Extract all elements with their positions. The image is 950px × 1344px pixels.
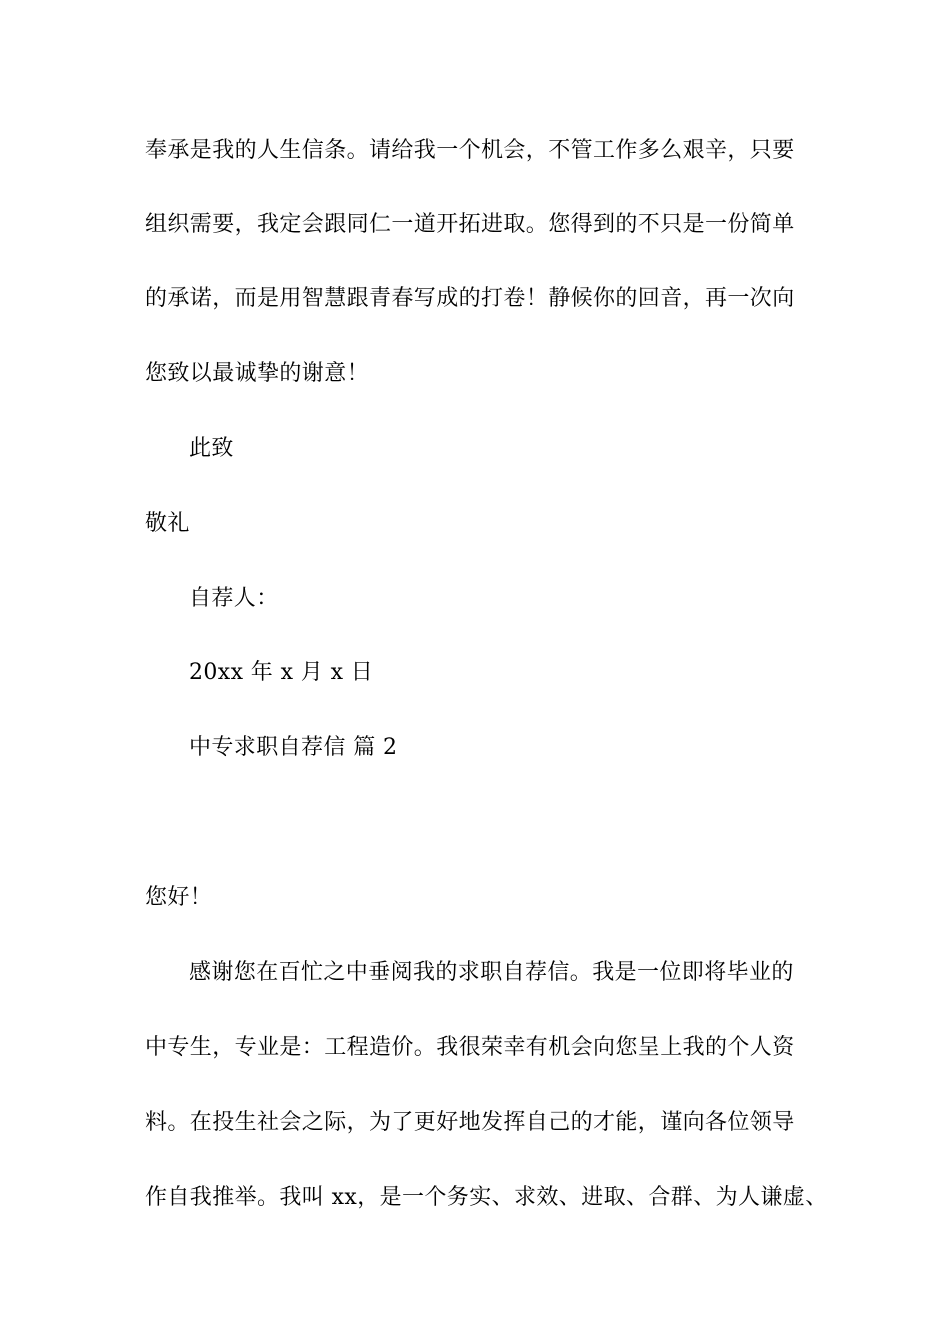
paragraph-line: 的承诺，而是用智慧跟青春写成的打卷！静候你的回音，再一次向: [145, 286, 795, 311]
paragraph-line: 组织需要，我定会跟同仁一道开拓进取。您得到的不只是一份简单: [145, 212, 795, 237]
paragraph-line: 料。在投生社会之际，为了更好地发挥自己的才能，谨向各位领导: [145, 1110, 795, 1135]
greeting: 您好！: [145, 885, 213, 910]
closing-regards: 敬礼: [145, 511, 190, 536]
paragraph-line: 作自我推举。我叫 xx，是一个务实、求效、进取、合群、为人谦虚、: [145, 1185, 828, 1210]
closing-salutation: 此致: [189, 436, 234, 461]
section-heading: 中专求职自荐信 篇 2: [189, 735, 398, 760]
paragraph-line: 中专生，专业是：工程造价。我很荣幸有机会向您呈上我的个人资: [145, 1035, 795, 1060]
signature-label: 自荐人：: [189, 586, 279, 611]
paragraph-line: 您致以最诚挚的谢意！: [145, 361, 370, 386]
paragraph-line: 奉承是我的人生信条。请给我一个机会，不管工作多么艰辛，只要: [145, 138, 795, 163]
date-line: 20xx 年 x 月 x 日: [189, 660, 374, 685]
paragraph-line: 感谢您在百忙之中垂阅我的求职自荐信。我是一位即将毕业的: [189, 960, 794, 985]
